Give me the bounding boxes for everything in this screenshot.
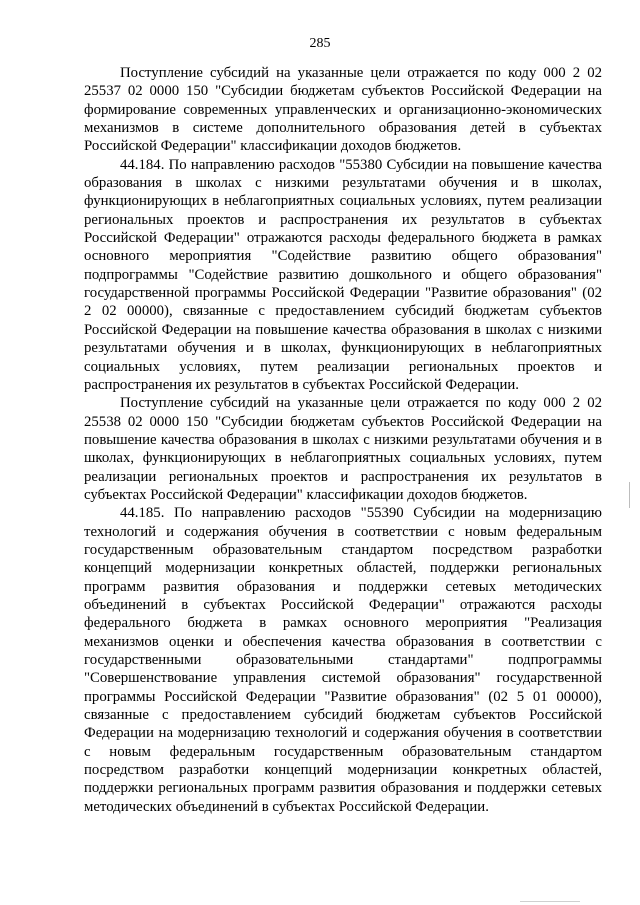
paragraph-income-25538: Поступление субсидий на указанные цели отражается по коду 000 2 02 25538 02 0000 150 "Субсидии бюджетам субъектов Российской Федерации на повышение качества образования в школах с низкими результатами обучения и в школах, функционирующих в неблагоприятных социальных условиях, путем реализации региональных проектов и распространения их результатов в субъектах Российской Федерации" классификации доходов бюджетов.: [84, 395, 602, 503]
paragraph-income-25537: Поступление субсидий на указанные цели отражается по коду 000 2 02 25537 02 0000 150 "Субсидии бюджетам субъектов Российской Федерации на формирование современных управленческих и организационно-экономических механизмов в системе дополнительного образования детей в субъектах Российской Федерации" классификации доходов бюджетов.: [84, 65, 602, 155]
paragraph-44-184: 44.184. По направлению расходов "55380 Субсидии на повышение качества образования в школах с низкими результатами обучения и в школах, функционирующих в неблагоприятных социальных условиях, путем реализации региональных проектов и распространения их результатов в субъектах Российской Федерации" отражаются расходы федерального бюджета в рамках основного мероприятия "Содействие развитию общего образования" подпрограммы "Содействие развитию дошкольного и общего образования" государственной программы Российской Федерации "Развитие образования" (02 2 02 00000), связанные с предоставлением субсидий бюджетам субъектов Российской Федерации на повышение качества образования в школах с низкими результатами обучения и в школах, функционирующих в неблагоприятных социальных условиях, путем реализации региональных проектов и распространения их результатов в субъектах Российской Федерации.: [84, 156, 602, 393]
paragraph-44-185: 44.185. По направлению расходов "55390 Субсидии на модернизацию технологий и содержания обучения в соответствии с новым федеральным государственным образовательным стандартом посредством разработки концепций модернизации конкретных областей, поддержки региональных программ развития образования и поддержки сетевых методических объединений в субъектах Российской Федерации" отражаются расходы федерального бюджета в рамках основного мероприятия "Реализация механизмов оценки и обеспечения качества образования в соответствии с государственными образовательными стандартами" подпрограммы "Совершенствование управления системой образования" государственной программы Российской Федерации "Развитие образования" (02 5 01 00000), связанные с предоставлением субсидий бюджетам субъектов Российской Федерации на модернизацию технологий и содержания обучения в соответствии с новым федеральным государственным образовательным стандартом посредством разработки концепций модернизации конкретных областей, поддержки региональных программ развития образования и поддержки сетевых методических объединений в субъектах Российской Федерации.: [84, 505, 602, 815]
scan-edge-mark: [629, 482, 630, 508]
page-number: 285: [309, 36, 331, 51]
document-body: [84, 64, 602, 816]
scan-bottom-mark: [520, 901, 580, 902]
